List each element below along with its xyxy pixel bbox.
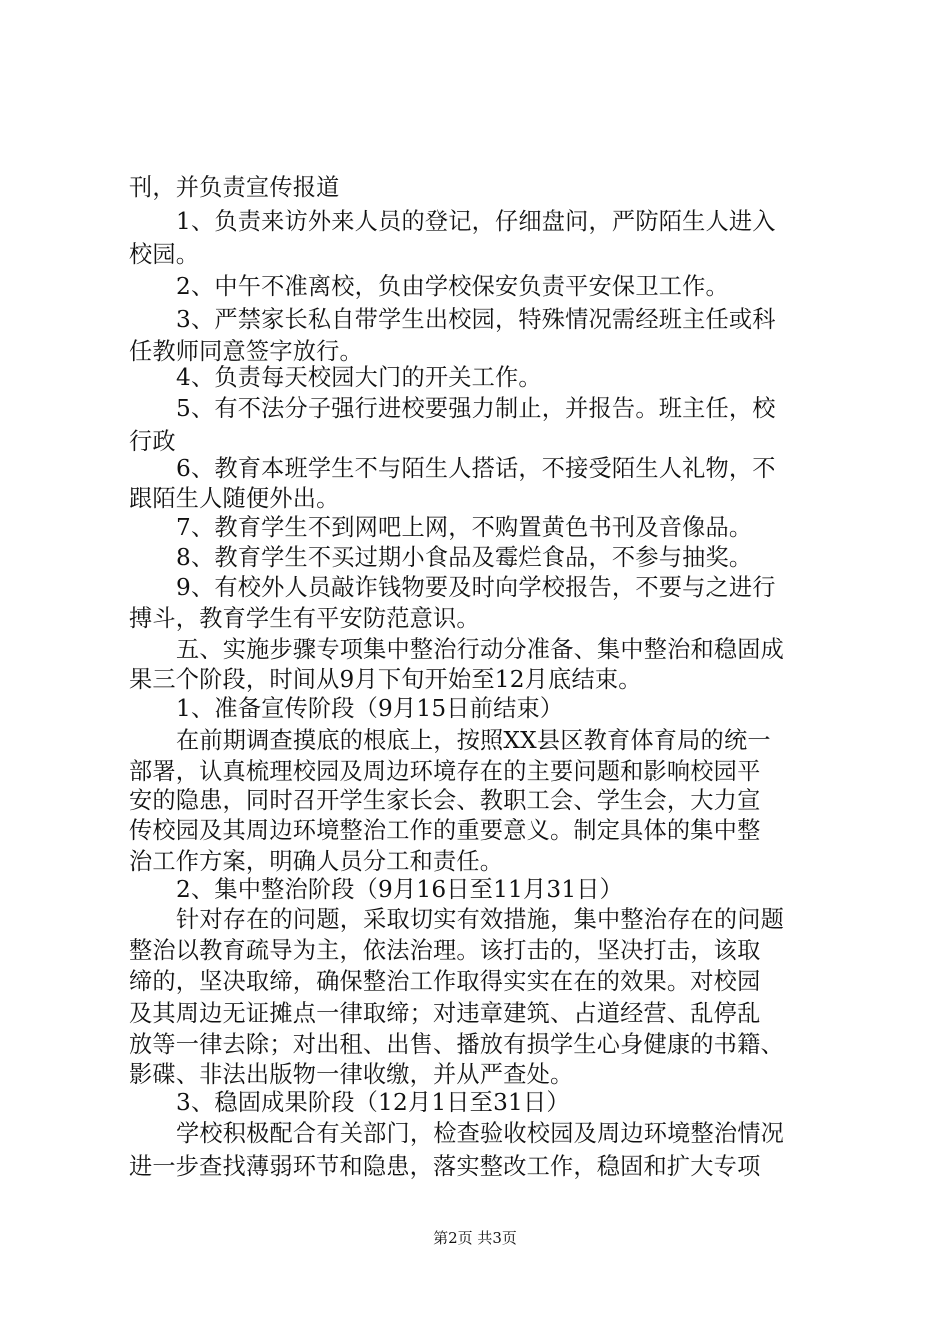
text-line: 跟陌生人随便外出。: [129, 485, 340, 512]
text-line: 行政: [129, 428, 176, 455]
text-line: 5、有不法分子强行进校要强力制止，并报告。班主任，校: [176, 395, 776, 422]
text-line: 任教师同意签字放行。: [129, 338, 363, 365]
text-line: 3、稳固成果阶段（12月1日至31日）: [176, 1089, 570, 1116]
text-line: 搏斗，教育学生有平安防范意识。: [129, 605, 480, 632]
text-line: 安的隐患，同时召开学生家长会、教职工会、学生会，大力宣: [129, 787, 761, 814]
text-line: 2、集中整治阶段（9月16日至11月31日）: [176, 876, 624, 903]
text-line: 8、教育学生不买过期小食品及霉烂食品，不参与抽奖。: [176, 544, 753, 571]
text-line: 7、教育学生不到网吧上网，不购置黄色书刊及音像品。: [176, 514, 753, 541]
text-line: 针对存在的问题，采取切实有效措施，集中整治存在的问题: [176, 906, 785, 933]
text-line: 1、准备宣传阶段（9月15日前结束）: [176, 695, 564, 722]
text-line: 在前期调查摸底的根底上，按照XX县区教育体育局的统一: [176, 727, 771, 754]
text-line: 部署，认真梳理校园及周边环境存在的主要问题和影响校园平: [129, 758, 761, 785]
text-line: 9、有校外人员敲诈钱物要及时向学校报告，不要与之进行: [176, 574, 776, 601]
text-line: 整治以教育疏导为主，依法治理。该打击的，坚决打击，该取: [129, 937, 761, 964]
text-line: 果三个阶段，时间从9月下旬开始至12月底结束。: [129, 666, 642, 693]
page-footer: 第2页 共3页: [433, 1229, 517, 1247]
text-line: 五、实施步骤专项集中整治行动分准备、集中整治和稳固成: [176, 636, 785, 663]
text-line: 放等一律去除；对出租、出售、播放有损学生心身健康的书籍、: [129, 1031, 784, 1058]
text-line: 影碟、非法出版物一律收缴，并从严查处。: [129, 1061, 574, 1088]
text-line: 校园。: [129, 241, 200, 268]
text-line: 学校积极配合有关部门，检查验收校园及周边环境整治情况: [176, 1120, 785, 1147]
text-line: 3、严禁家长私自带学生出校园，特殊情况需经班主任或科: [176, 306, 776, 333]
text-line: 缔的，坚决取缔，确保整治工作取得实实在在的效果。对校园: [129, 968, 761, 995]
text-line: 传校园及其周边环境整治工作的重要意义。制定具体的集中整: [129, 817, 761, 844]
text-line: 治工作方案，明确人员分工和责任。: [129, 848, 504, 875]
text-line: 2、中午不准离校，负由学校保安负责平安保卫工作。: [176, 273, 729, 300]
text-line: 4、负责每天校园大门的开关工作。: [176, 364, 542, 391]
text-line: 刊，并负责宣传报道: [129, 174, 340, 201]
text-line: 6、教育本班学生不与陌生人搭话，不接受陌生人礼物，不: [176, 455, 776, 482]
text-line: 进一步查找薄弱环节和隐患，落实整改工作，稳固和扩大专项: [129, 1153, 761, 1180]
text-line: 及其周边无证摊点一律取缔；对违章建筑、占道经营、乱停乱: [129, 1000, 761, 1027]
text-line: 1、负责来访外来人员的登记，仔细盘问，严防陌生人进入: [176, 208, 776, 235]
